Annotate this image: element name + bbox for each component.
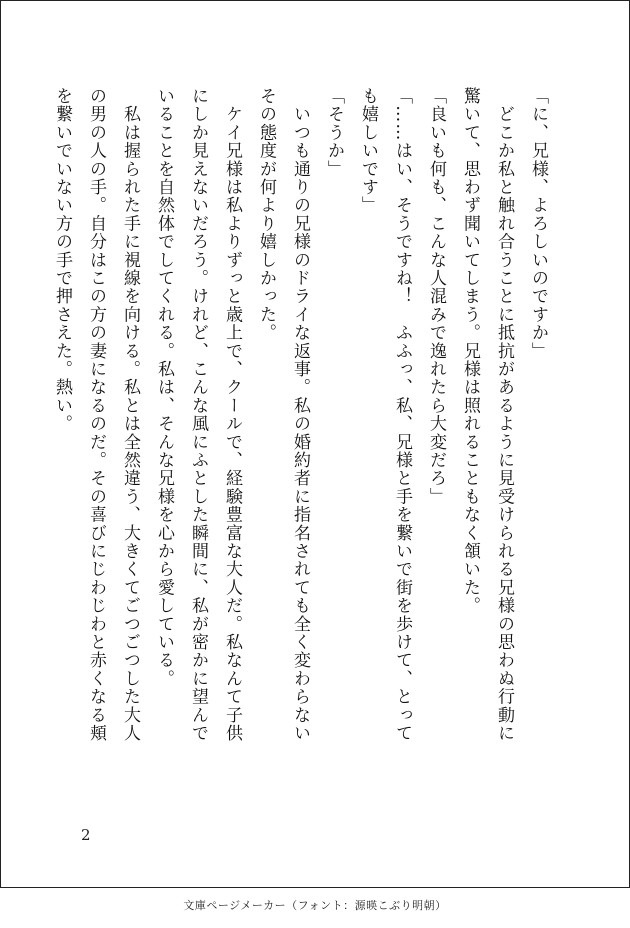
text-line-11: にしか見えないだろう。けれど、こんな風にふとした瞬間に、私が密かに望んで: [188, 87, 208, 743]
page-number: 2: [81, 826, 91, 844]
text-line-15: を繋いでいない方の手で押さえた。熱い。: [52, 87, 72, 433]
text-line-6: も嬉しいです」: [358, 87, 378, 215]
text-line-8: いつも通りの兄様のドライな返事。私の婚約者に指名されても全く変わらない: [290, 87, 310, 743]
text-line-12: いることを自然体でしてくれる。私は、そんな兄様を心から愛している。: [154, 87, 174, 688]
text-line-4: 「良いも何も、こんな人混みで逸れたら大変だろ」: [426, 87, 446, 506]
footer-credit: 文庫ページメーカー（フォント：源暎こぶり明朝）: [183, 899, 447, 912]
text-line-9: その態度が何より嬉しかった。: [256, 87, 276, 342]
text-line-5: 「……はい、そうですね！ ふふっ、私、兄様と手を繋いで街を歩けて、とって: [392, 87, 412, 743]
novel-body-text: [45, 87, 555, 827]
text-line-1: 「に、兄様、よろしいのですか」: [528, 87, 548, 360]
text-line-10: ケイ兄様は私よりずっと歳上で、クールで、経験豊富な大人だ。私なんて子供: [222, 87, 242, 743]
text-line-2: どこか私と触れ合うことに抵抗があるように見受けられる兄様の思わぬ行動に: [494, 87, 514, 743]
text-line-3: 驚いて、思わず聞いてしまう。兄様は照れることもなく頷いた。: [460, 87, 480, 615]
text-line-7: 「そうか」: [324, 87, 344, 178]
text-line-14: の男の人の手。自分はこの方の妻になるのだ。その喜びにじわじわと赤くなる頬: [86, 87, 106, 743]
text-line-13: 私は握られた手に視線を向ける。私とは全然違う、大きくてごつごつした大人: [120, 87, 140, 743]
